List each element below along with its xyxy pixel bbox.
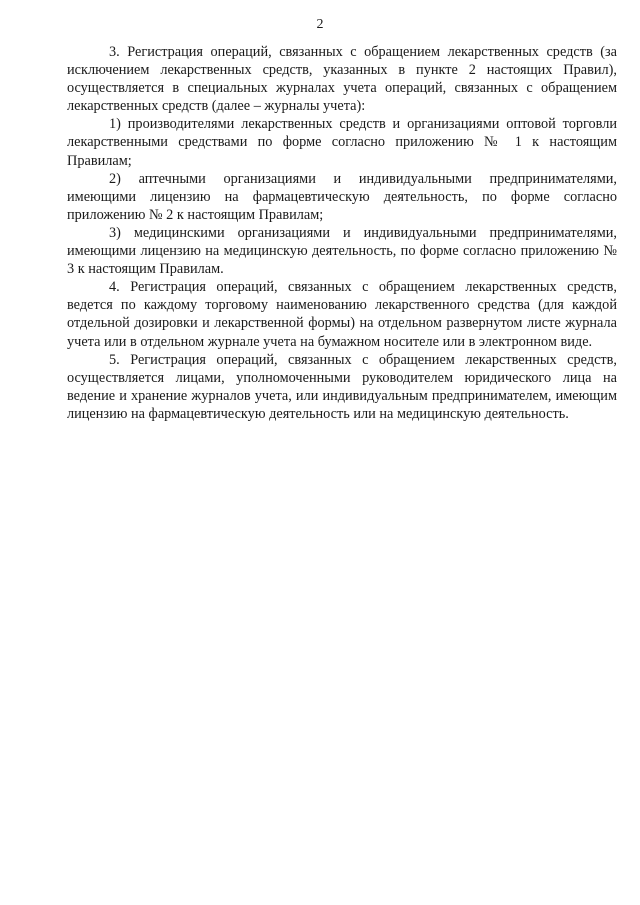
paragraph-clause-5: 5. Регистрация операций, связанных с обращением лекарственных средств, осуществляется лицами, уполномоченными руководителем юридического лица на ведение и хранение журналов учета, или индивидуальным предпринимателем, имеющим лицензию на фармацевтическую деятельность или на медицинскую деятельность. <box>67 351 617 422</box>
paragraph-subclause-1: 1) производителями лекарственных средств и организациями оптовой торговли лекарственными средствами по форме согласно приложению № 1 к настоящим Правилам; <box>67 116 617 169</box>
paragraph-clause-4: 4. Регистрация операций, связанных с обращением лекарственных средств, ведется по каждому торговому наименованию лекарственного средства (для каждой отдельной дозировки и лекарственной формы) на отдельном развернутом листе журнала учета или в отдельном журнале учета на бумажном носителе или в электронном виде. <box>67 279 617 350</box>
document-body <box>67 43 617 423</box>
page-number: 2 <box>316 17 324 32</box>
paragraph-subclause-2: 2) аптечными организациями и индивидуальными предпринимателями, имеющими лицензию на фармацевтическую деятельность, по форме согласно приложению № 2 к настоящим Правилам; <box>67 170 617 223</box>
paragraph-clause-3: 3. Регистрация операций, связанных с обращением лекарственных средств (за исключением лекарственных средств, указанных в пункте 2 настоящих Правил), осуществляется в специальных журналах учета операций, связанных с обращением лекарственных средств (далее – журналы учета): <box>67 44 617 115</box>
paragraph-subclause-3: 3) медицинскими организациями и индивидуальными предпринимателями, имеющими лицензию на медицинскую деятельность, по форме согласно приложению № 3 к настоящим Правилам. <box>67 224 617 278</box>
